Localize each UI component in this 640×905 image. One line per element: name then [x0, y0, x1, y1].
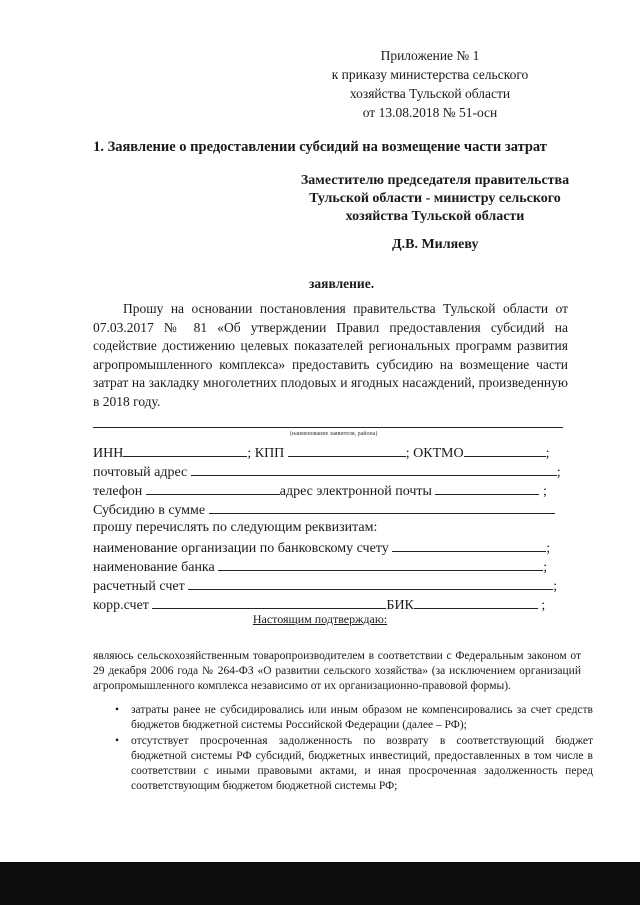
inn-field[interactable] [123, 444, 247, 457]
appendix-line: хозяйства Тульской области [349, 86, 511, 101]
phone-field[interactable] [146, 482, 280, 495]
appendix-line: к приказу министерства сельского [331, 67, 529, 82]
confirm-heading [0, 612, 640, 627]
bik-field[interactable] [414, 596, 538, 609]
form-row-bank [93, 558, 547, 576]
addressee-line: хозяйства Тульской области [345, 209, 525, 224]
applicant-caption: (наименование заявителя, района) [290, 431, 378, 437]
addressee-line: Тульской области - министру сельского [309, 191, 561, 206]
end-mark: ; [546, 541, 551, 556]
confirm-paragraph: являюсь сельскохозяйственным товаропроизводителем в соответствии с Федеральным законом от 29 декабря 2006 года № 264-ФЗ «О развитии сельского хозяйства» (за исключением организаций агропромышленного комплекса независимо от их организационно-правовой формы). [93, 650, 581, 692]
form-row-inn [93, 444, 549, 462]
transfer-text: прошу перечислять по следующим реквизитам: [93, 520, 378, 535]
oktmo-field[interactable] [464, 444, 546, 457]
org-label: наименование организации по банковскому счету [93, 541, 389, 556]
document-title: 1. Заявление о предоставлении субсидий на возмещение части затрат [93, 139, 547, 155]
end-mark: ; [543, 560, 548, 575]
end-mark: ; [545, 446, 550, 461]
request-paragraph: Прошу на основании постановления правительства Тульской области от 07.03.2017 № 81 «Об утверждении Правил предоставления субсидий на содействие достижению целевых показателей региональных программ развития агропромышленного комплекса» предоставить субсидию на возмещение части затрат на закладку многолетних плодовых и ягодных насаждений, произведенную в 2018 году. [93, 301, 568, 409]
oktmo-label: ; ОКТМО [405, 446, 464, 461]
subsidy-label: Субсидию в сумме [93, 503, 206, 518]
scan-edge-bar [0, 862, 640, 905]
appendix-block [300, 46, 560, 122]
statement-heading: заявление. [309, 276, 375, 291]
form-row-postal [93, 463, 561, 481]
bank-field[interactable] [218, 558, 543, 571]
confirm-heading-text: Настоящим подтверждаю: [252, 612, 388, 626]
applicant-name-field[interactable] [93, 427, 563, 428]
end-mark: ; [553, 579, 558, 594]
postal-field[interactable] [191, 463, 557, 476]
form-row-phone [93, 482, 547, 500]
kpp-label: ; КПП [247, 446, 285, 461]
account-label: расчетный счет [93, 579, 185, 594]
inn-label: ИНН [93, 446, 124, 461]
list-item-text: затраты ранее не субсидировались или иным образом не компенсировались за счет средств бюджетов бюджетной системы Российской Федерации (далее – РФ); [131, 704, 593, 731]
corr-account-field[interactable] [152, 596, 386, 609]
org-field[interactable] [392, 539, 546, 552]
form-row-transfer [93, 520, 377, 536]
appendix-line: от 13.08.2018 № 51-осн [362, 105, 498, 120]
bullet-icon: • [115, 735, 120, 747]
subsidy-amount-field[interactable] [209, 501, 555, 514]
addressee-line: Заместителю председателя правительства [300, 173, 570, 188]
corr-account-label: корр.счет [93, 598, 149, 613]
postal-label: почтовый адрес [93, 465, 188, 480]
end-mark: ; [541, 598, 546, 613]
bullet-icon: • [115, 704, 120, 716]
account-field[interactable] [188, 577, 553, 590]
form-row-subsidy [93, 501, 555, 519]
email-label: адрес электронной почты [279, 484, 432, 499]
form-row-account [93, 577, 557, 595]
appendix-line: Приложение № 1 [380, 48, 480, 63]
bik-label: БИК [386, 598, 414, 613]
end-mark: ; [542, 484, 547, 499]
email-field[interactable] [435, 482, 539, 495]
phone-label: телефон [93, 484, 143, 499]
addressee-block [280, 172, 590, 226]
end-mark: ; [556, 465, 561, 480]
kpp-field[interactable] [288, 444, 406, 457]
signer-name: Д.В. Миляеву [392, 237, 479, 252]
form-row-org [93, 539, 550, 557]
bank-label: наименование банка [93, 560, 215, 575]
list-item-text: отсутствует просроченная задолженность по возврату в соответствующий бюджет бюджетной системы РФ субсидий, бюджетных инвестиций, предоставленных в том числе в соответствии с иными правовыми актами, и иная просроченная задолженность перед соответствующим бюджетом бюджетной системы РФ; [131, 735, 593, 792]
